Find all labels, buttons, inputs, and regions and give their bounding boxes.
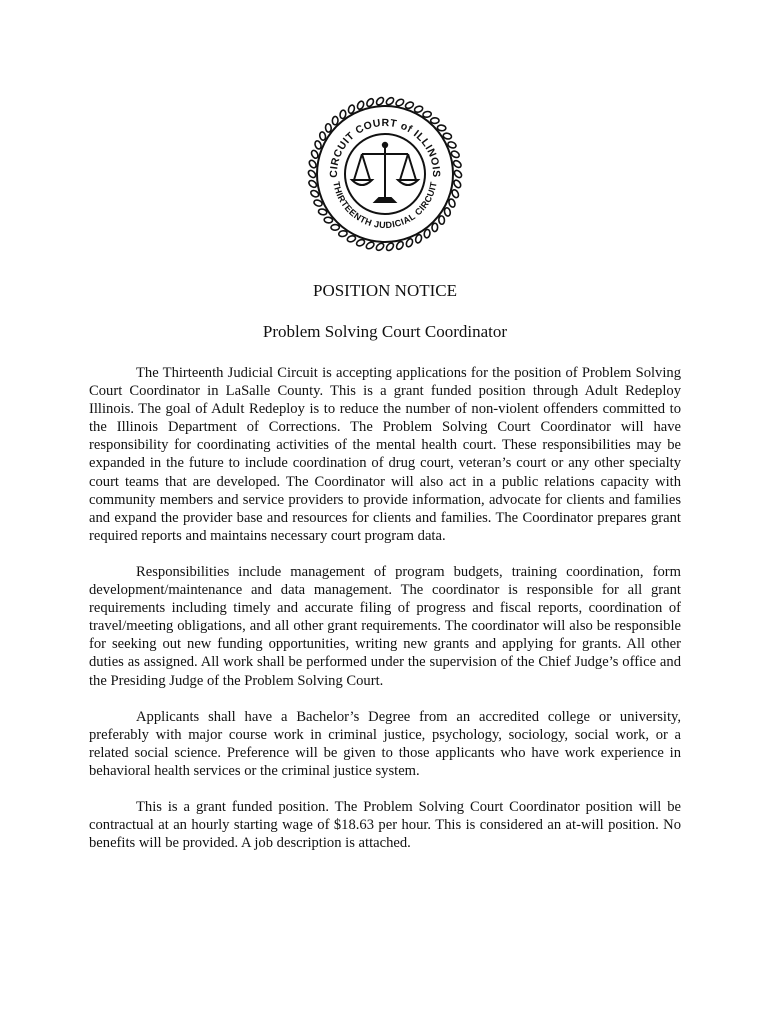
paragraph-overview: The Thirteenth Judicial Circuit is accepting applications for the position of Problem Solving Court Coordinator in LaSalle County. This is a grant funded position through Adult Redeploy Illinois. The goal of Adult Redeploy is to reduce the number of non-violent offenders committed to the Illinois Department of Corrections. The Problem Solving Court Coordinator will have responsibility for coordinating activities of the mental health court. These responsibilities may be expanded in the future to include coordination of drug court, veteran’s court or any other specialty court teams that are developed. The Coordinator will also act in a public relations capacity with community members and service providers to provide information, advocate for clients and families and expand the provider base and resources for clients and families. The Coordinator prepares grant required reports and maintains necessary court program data. [89, 365, 681, 544]
notice-subtitle: Problem Solving Court Coordinator [262, 322, 508, 341]
rope-bead [431, 118, 440, 124]
rope-bead [385, 242, 395, 252]
rope-bead [395, 98, 405, 107]
rope-bead [365, 241, 375, 250]
rope-bead [338, 230, 347, 237]
rope-bead [324, 217, 333, 223]
seal-bottom-text: THIRTEENTH JUDICIAL CIRCUIT [331, 180, 439, 231]
rope-bead [438, 216, 444, 225]
scales-of-justice-icon [352, 143, 418, 202]
paragraph-qualifications: Applicants shall have a Bachelor’s Degree from an accredited college or university, preferably with major course work in criminal justice, psychology, sociology, social work, or a related social science. Preference will be given to those applicants who have work experience in behavioral health services or the criminal justice system. [89, 708, 681, 779]
rope-bead [414, 105, 424, 113]
rope-bead [452, 159, 462, 169]
court-seal [307, 96, 463, 252]
rope-bead [325, 123, 331, 132]
rope-bead [331, 224, 340, 230]
rope-bead [375, 96, 385, 106]
rope-bead [308, 179, 318, 189]
rope-bead [319, 131, 326, 140]
rope-bead [451, 189, 460, 199]
rope-bead [422, 111, 431, 118]
rope-bead [375, 242, 385, 252]
seal-top-text: CIRCUIT COURT of ILLINOIS [327, 116, 443, 178]
notice-title: POSITION NOTICE [312, 281, 458, 300]
rope-bead [453, 169, 463, 179]
rope-bead [444, 207, 451, 216]
rope-bead [307, 169, 317, 179]
paragraph-compensation: This is a grant funded position. The Problem Solving Court Coordinator position will be contractual at an hourly starting wage of $18.63 per hour. This is considered an at-will position. No benefits will be provided. A job description is attached. [89, 798, 681, 852]
rope-bead [356, 238, 366, 247]
rope-bead [385, 96, 395, 106]
rope-bead [453, 179, 463, 189]
notice-body [89, 364, 681, 870]
rope-bead [347, 235, 357, 243]
paragraph-responsibilities: Responsibilities include management of program budgets, training coordination, form development/maintenance and data management. The coordinator is responsible for all grant requirements including timely and accurate filing of progress and fiscal reports, coordination of travel/meeting obligations, and all other grant requirements. The coordinator will also be responsible for seeking out new funding opportunities, writing new grants and applying for grants. All other duties as assigned. All work shall be performed under the supervision of the Chief Judge’s office and the Presiding Judge of the Problem Solving Court. [89, 563, 681, 689]
rope-bead [404, 101, 414, 110]
rope-bead [437, 125, 446, 131]
rope-bead [432, 223, 438, 232]
rope-bead [308, 159, 318, 169]
rope-bead [332, 116, 338, 125]
rope-bead [310, 149, 319, 159]
